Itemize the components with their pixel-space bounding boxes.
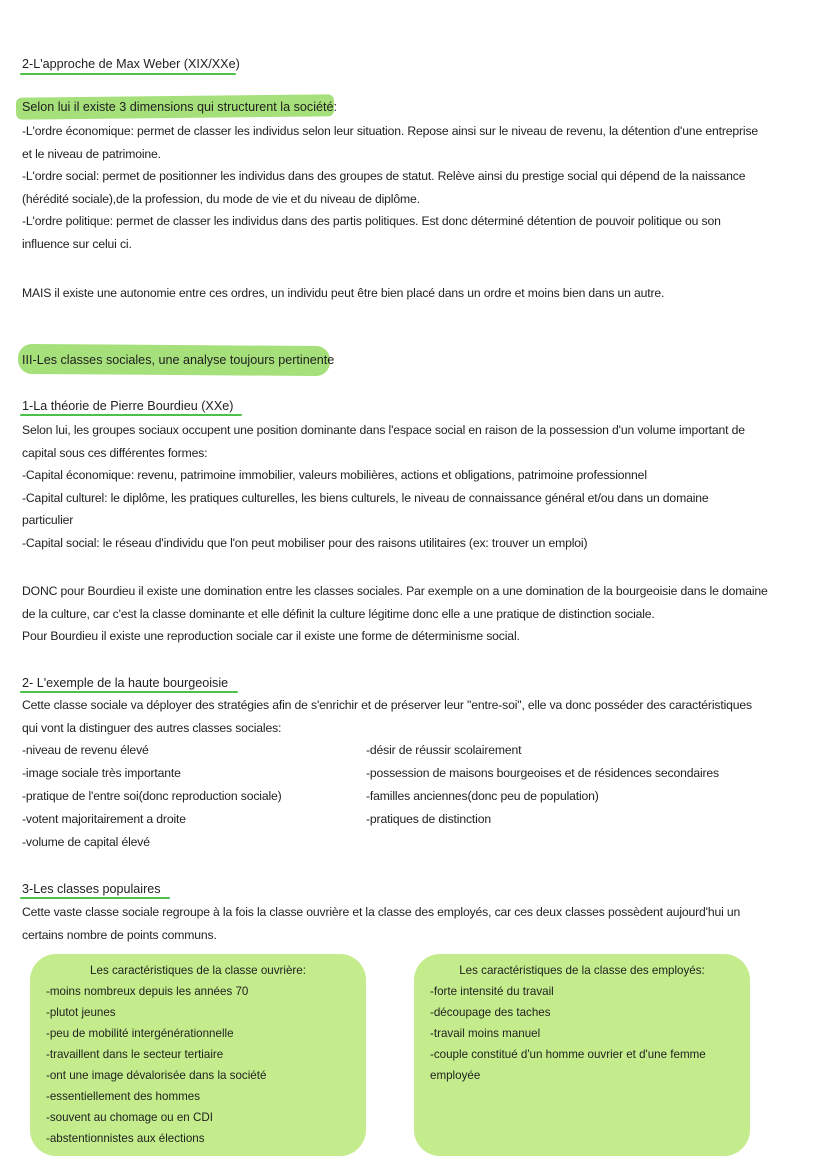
list-item: -familles anciennes(donc peu de population)	[366, 789, 599, 803]
box-items	[414, 981, 750, 1086]
list-item: -souvent au chomage ou en CDI	[46, 1111, 213, 1124]
text-line: -Capital économique: revenu, patrimoine immobilier, valeurs mobilières, actions et obligations, patrimoine professionnel	[22, 468, 647, 482]
bourgeoisie-left-list	[22, 739, 282, 854]
text-line: Pour Bourdieu il existe une reproduction sociale car il existe une forme de déterminisme social.	[22, 629, 520, 643]
text-line: MAIS il existe une autonomie entre ces ordres, un individu peut être bien placé dans un ordre et moins bien dans un autre.	[22, 286, 665, 300]
populaires-heading: 3-Les classes populaires	[22, 882, 161, 896]
text-line: (hérédité sociale),de la profession, du mode de vie et du niveau de diplôme.	[22, 191, 420, 206]
weber-heading: 2-L'approche de Max Weber (XIX/XXe)	[22, 57, 240, 71]
text-line: Cette vaste classe sociale regroupe à la fois la classe ouvrière et la classe des employés, car ces deux classes possèdent aujourd'hui un	[22, 905, 741, 919]
list-item: employée	[430, 1069, 481, 1082]
weber-intro: Selon lui il existe 3 dimensions qui structurent la société:	[22, 100, 338, 114]
box-title: Les caractéristiques de la classe ouvrière:	[90, 964, 306, 977]
text-line: Cette classe sociale va déployer des stratégies afin de s'enrichir et de préserver leur "entre-soi", elle va donc posséder des caractéristiques	[22, 698, 752, 712]
bourdieu-body	[22, 419, 792, 554]
list-item: -image sociale très importante	[22, 766, 181, 780]
weber-body	[22, 120, 792, 255]
text-line: qui vont la distinguer des autres classes sociales:	[22, 720, 282, 735]
list-item: -découpage des taches	[430, 1006, 551, 1019]
text-line: -L'ordre économique: permet de classer les individus selon leur situation. Repose ainsi sur le niveau de revenu, la détention d'une entreprise	[22, 124, 759, 138]
list-item: -travaillent dans le secteur tertiaire	[46, 1048, 224, 1061]
list-item: -niveau de revenu élevé	[22, 743, 149, 757]
box-classe-employes	[414, 954, 750, 1156]
weber-conclusion	[22, 282, 792, 305]
bourgeoisie-right-list	[366, 739, 719, 831]
list-item: -pratique de l'entre soi(donc reproduction sociale)	[22, 789, 282, 803]
bourgeoisie-body	[22, 694, 792, 739]
list-item: -abstentionnistes aux élections	[46, 1132, 205, 1145]
list-item: -ont une image dévalorisée dans la société	[46, 1069, 267, 1082]
list-item: -possession de maisons bourgeoises et de résidences secondaires	[366, 766, 719, 780]
text-line: -Capital culturel: le diplôme, les pratiques culturelles, les biens culturels, le niveau de connaissance général et/ou dans un domaine	[22, 490, 709, 505]
text-line: -L'ordre social: permet de positionner les individus dans des groupes de statut. Relève ainsi du prestige social qui dépend de la naissance	[22, 169, 746, 183]
text-line: capital sous ces différentes formes:	[22, 445, 208, 460]
text-line: particulier	[22, 513, 74, 527]
text-line: -Capital social: le réseau d'individu que l'on peut mobiliser pour des raisons utilitaires (ex: trouver un emploi)	[22, 535, 588, 550]
text-line: DONC pour Bourdieu il existe une domination entre les classes sociales. Par exemple on a une domination de la bourgeoisie dans le domaine	[22, 584, 768, 598]
text-line: de la culture, car c'est la classe dominante et elle définit la culture légitime donc elle a une pratique de distinction sociale.	[22, 606, 655, 621]
list-item: -pratiques de distinction	[366, 812, 491, 826]
list-item: -volume de capital élevé	[22, 835, 150, 849]
bourdieu-conclusion	[22, 580, 792, 648]
text-line: -L'ordre politique: permet de classer les individus dans des partis politiques. Est donc déterminé détention de pouvoir politique ou son	[22, 214, 721, 228]
list-item: -forte intensité du travail	[430, 985, 554, 998]
list-item: -désir de réussir scolairement	[366, 743, 522, 757]
list-item: -travail moins manuel	[430, 1027, 541, 1040]
section-three-heading: III-Les classes sociales, une analyse toujours pertinente	[22, 353, 335, 367]
box-classe-ouvriere	[30, 954, 366, 1156]
bourgeoisie-heading: 2- L'exemple de la haute bourgeoisie	[22, 676, 229, 690]
list-item: -peu de mobilité intergénérationnelle	[46, 1027, 234, 1040]
list-item: -moins nombreux depuis les années 70	[46, 985, 249, 998]
box-title: Les caractéristiques de la classe des employés:	[459, 964, 705, 977]
box-items	[30, 981, 366, 1149]
list-item: -couple constitué d'un homme ouvrier et d'une femme	[430, 1048, 706, 1061]
bourdieu-heading: 1-La théorie de Pierre Bourdieu (XXe)	[22, 399, 234, 413]
list-item: -plutot jeunes	[46, 1006, 116, 1019]
text-line: certains nombre de points communs.	[22, 927, 217, 942]
list-item: -votent majoritairement a droite	[22, 812, 186, 826]
text-line: et le niveau de patrimoine.	[22, 146, 161, 161]
text-line: Selon lui, les groupes sociaux occupent une position dominante dans l'espace social en raison de la possession d'un volume important de	[22, 423, 745, 437]
text-line: influence sur celui ci.	[22, 236, 132, 251]
populaires-body	[22, 901, 792, 946]
list-item: -essentiellement des hommes	[46, 1090, 201, 1103]
